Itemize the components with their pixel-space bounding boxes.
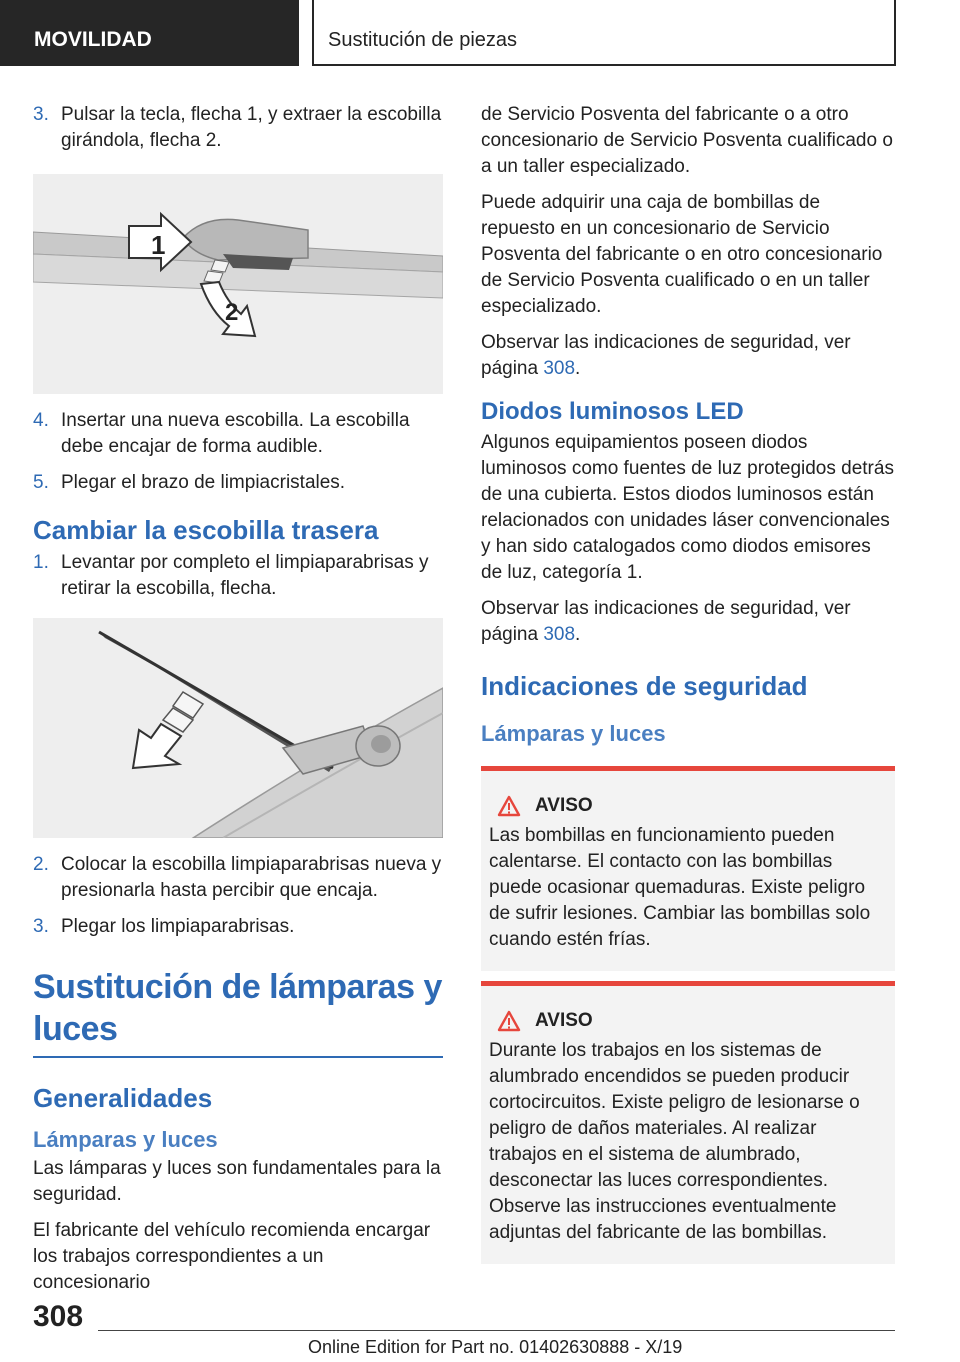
figure-label: 2 bbox=[225, 299, 239, 326]
right-column bbox=[481, 102, 895, 1264]
step-item bbox=[33, 102, 443, 154]
warning-header bbox=[489, 1010, 887, 1032]
step-text: Levantar por completo el limpiaparabrisas y retirar la escobilla, flecha. bbox=[61, 552, 429, 599]
paragraph: Algunos equipamientos poseen diodos luminosos como fuentes de luz protegidos detrás de una cubierta. Estos diodos luminosos están relacionados con unidades láser convencionales y han sido catalogados como diodos emisores de luz, categoría 1. bbox=[481, 432, 894, 583]
warning-text: Las bombillas en funcionamiento pueden calentarse. El contacto con las bombillas puede ocasionar quemaduras. Existe peligro de sufrir lesiones. Cambiar las bombillas solo cuando estén frías. bbox=[489, 825, 871, 950]
wiper-blade-illustration bbox=[33, 174, 443, 394]
page-header bbox=[0, 0, 960, 66]
step-number: 5. bbox=[33, 472, 49, 493]
page-reference-link[interactable]: 308 bbox=[543, 358, 576, 379]
general-heading: Generalidades bbox=[33, 1083, 213, 1113]
step-number: 1. bbox=[33, 552, 49, 573]
step-item bbox=[33, 408, 443, 460]
rear-wiper-illustration bbox=[33, 618, 443, 838]
step-item bbox=[33, 852, 443, 904]
step-item bbox=[33, 914, 443, 940]
step-number: 3. bbox=[33, 104, 49, 125]
safety-heading: Indicaciones de seguridad bbox=[481, 671, 808, 701]
page-reference-link[interactable]: 308 bbox=[543, 624, 576, 645]
paragraph bbox=[481, 596, 895, 648]
step-text: Plegar el brazo de limpiacristales. bbox=[61, 472, 346, 493]
rear-wiper-figure bbox=[33, 618, 443, 838]
warning-triangle-icon bbox=[497, 795, 521, 817]
rear-wiper-heading: Cambiar la escobilla trasera bbox=[33, 515, 379, 545]
paragraph-text: . bbox=[575, 624, 581, 645]
edition-note: Online Edition for Part no. 01402630888 - X/19 bbox=[308, 1337, 683, 1357]
warning-box bbox=[481, 981, 895, 1264]
section-tab[interactable]: MOVILIDAD bbox=[0, 0, 299, 66]
step-number: 3. bbox=[33, 916, 49, 937]
step-text: Insertar una nueva escobilla. La escobilla debe encajar de forma audible. bbox=[61, 410, 410, 457]
step-number: 4. bbox=[33, 410, 49, 431]
step-text: Colocar la escobilla limpiaparabrisas nueva y presionarla hasta percibir que encaja. bbox=[61, 854, 442, 901]
paragraph-text: . bbox=[575, 358, 581, 379]
warning-label: AVISO bbox=[535, 1010, 593, 1031]
step-item bbox=[33, 550, 443, 602]
warning-box bbox=[481, 766, 895, 971]
step-number: 2. bbox=[33, 854, 49, 875]
warning-text: Durante los trabajos en los sistemas de alumbrado encendidos se pueden producir cortocircuitos. Existe peligro de lesionarse o peligro de daños materiales. Al realizar trabajos en el sistema de alumbrado, desconectar las luces correspondientes. Observe las instrucciones eventualmente adjuntas del fabricante de las bombillas. bbox=[489, 1040, 860, 1243]
lamps-subheading: Lámparas y luces bbox=[481, 721, 666, 746]
paragraph: de Servicio Posventa del fabricante o a otro concesionario de Servicio Posventa cualificado o a un taller especializado. bbox=[481, 104, 893, 177]
warning-triangle-icon bbox=[497, 1010, 521, 1032]
step-text: Pulsar la tecla, flecha 1, y extraer la escobilla girándola, flecha 2. bbox=[61, 104, 442, 151]
paragraph: Puede adquirir una caja de bombillas de repuesto en un concesionario de Servicio Posventa del fabricante o en otro concesionario de Servicio Posventa cualificado o en un taller especializado. bbox=[481, 192, 883, 317]
paragraph-text: Observar las indicaciones de seguridad, ver página bbox=[481, 598, 851, 645]
footer-divider bbox=[98, 1330, 895, 1331]
page-number: 308 bbox=[33, 1300, 84, 1333]
paragraph: El fabricante del vehículo recomienda encargar los trabajos correspondientes a un concesionario bbox=[33, 1220, 431, 1293]
chapter-heading: Sustitución de lámparas y luces bbox=[33, 968, 442, 1048]
left-column bbox=[33, 102, 443, 1306]
chapter-divider bbox=[33, 1056, 443, 1058]
paragraph bbox=[481, 330, 895, 382]
paragraph: Las lámparas y luces son fundamentales para la seguridad. bbox=[33, 1158, 441, 1205]
subsection-label: Sustitución de piezas bbox=[312, 0, 896, 66]
paragraph-text: Observar las indicaciones de seguridad, ver página bbox=[481, 332, 851, 379]
wiper-blade-release-figure bbox=[33, 174, 443, 394]
warning-header bbox=[489, 795, 887, 817]
step-text: Plegar los limpiaparabrisas. bbox=[61, 916, 295, 937]
figure-label: 1 bbox=[151, 230, 166, 260]
led-heading: Diodos luminosos LED bbox=[481, 398, 744, 425]
step-item bbox=[33, 470, 443, 496]
lamps-subheading: Lámparas y luces bbox=[33, 1127, 218, 1152]
warning-label: AVISO bbox=[535, 795, 593, 816]
